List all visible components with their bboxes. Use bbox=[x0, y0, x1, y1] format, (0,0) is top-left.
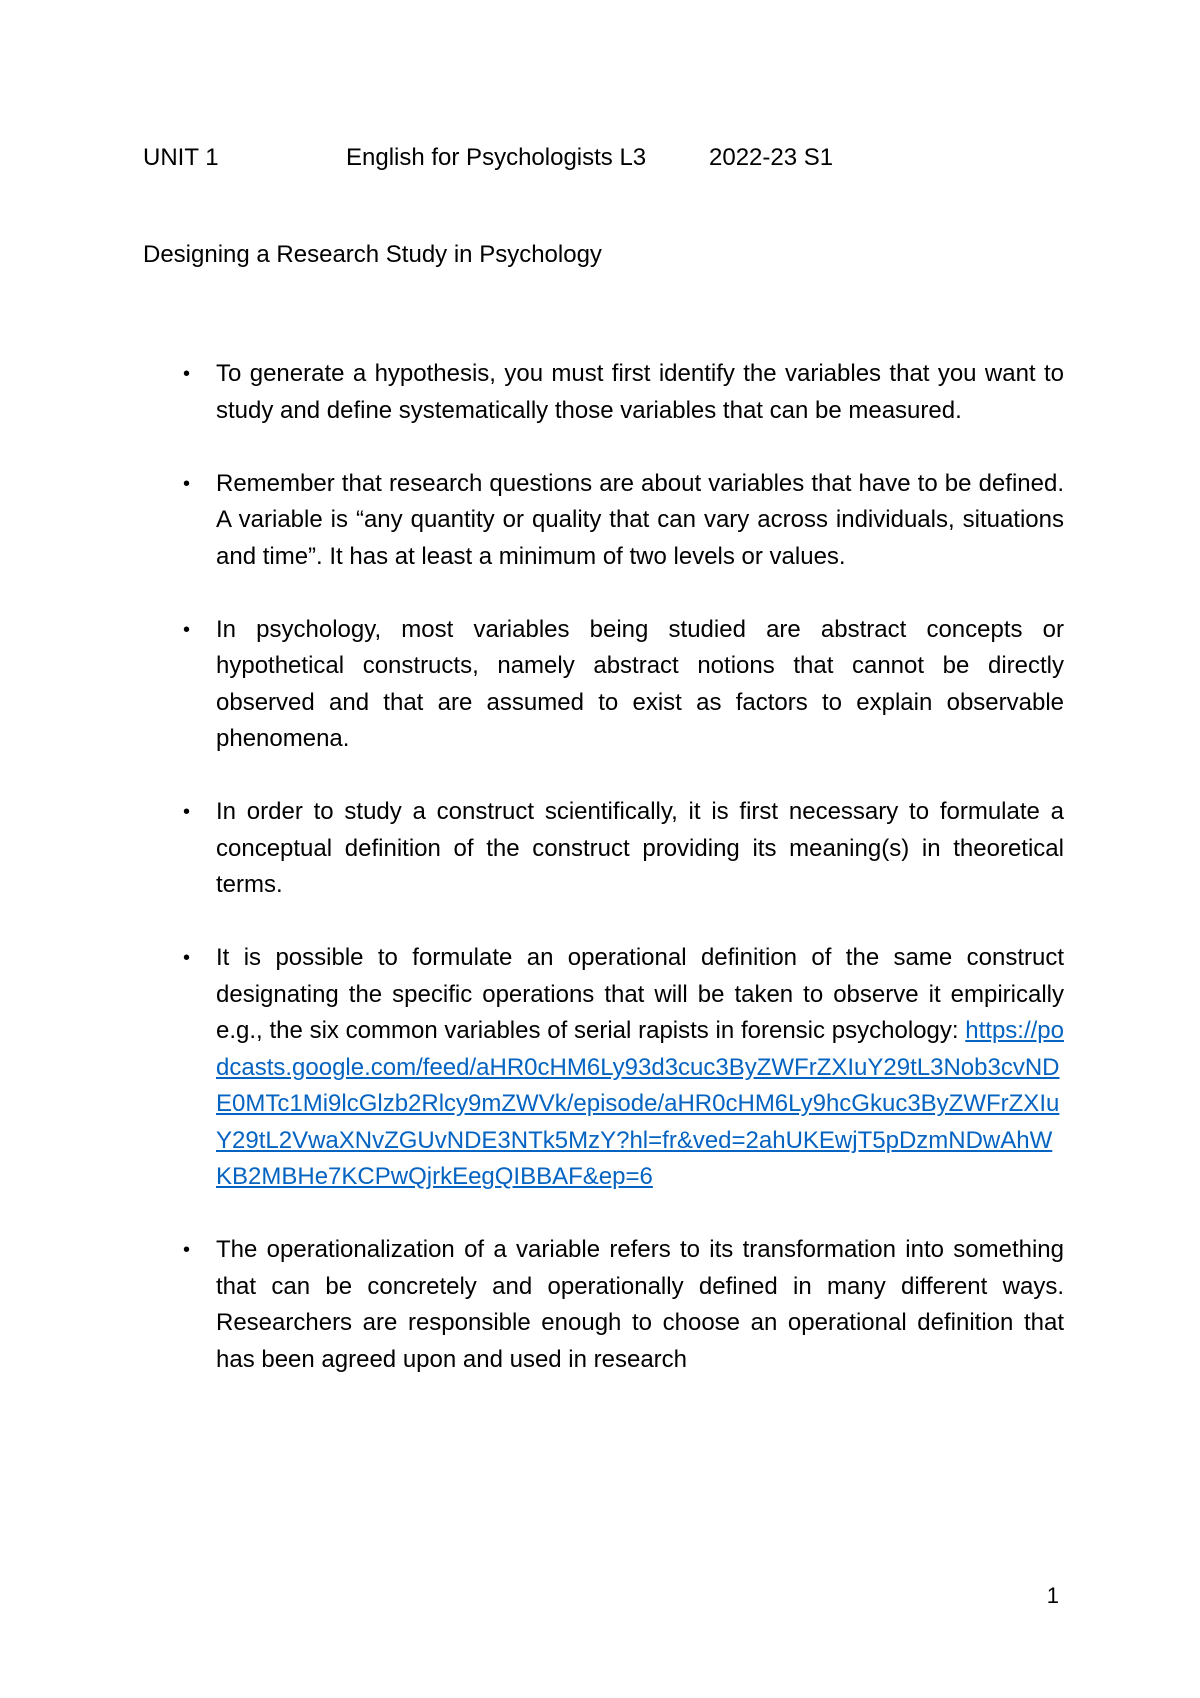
header-term: 2022-23 S1 bbox=[709, 144, 834, 171]
bullet-icon: • bbox=[183, 801, 191, 823]
header-course: English for Psychologists L3 bbox=[346, 144, 647, 171]
bullet-item bbox=[183, 940, 1064, 1196]
bullet-icon: • bbox=[183, 618, 191, 641]
header-unit: UNIT 1 bbox=[143, 144, 219, 171]
page-number: 1 bbox=[1046, 1583, 1059, 1608]
bullet-item bbox=[183, 794, 1064, 904]
bullet-item bbox=[183, 356, 1064, 429]
bullet-text: Remember that research questions are about variables that have to be defined. A variable is “any quantity or quality that can vary across individuals, situations and time”. It has at least a minimum of two levels or values. bbox=[216, 469, 1064, 570]
bullet-text: It is possible to formulate an operational definition of the same construct designating the specific operations that will be taken to observe it empirically e.g., the six common variables of serial rapists in forensic psychology: bbox=[216, 944, 1064, 1044]
podcast-link[interactable]: https://podcasts.google.com/feed/aHR0cHM6Ly93d3cuc3ByZWFrZXIuY29tL3Nob3cvNDE0MTc1Mi9lcGlzb2Rlcy9mZWVk/episode/aHR0cHM6Ly9hcGkuc3ByZWFrZXIuY29tL2VwaXNvZGUvNDE3NTk5MzY?hl=fr&ved=2ahUKEwjT5pDzmNDwAhWKB2MBHe7KCPwQjrkEegQIBBAF&ep=6 bbox=[216, 1017, 1064, 1190]
bullet-icon: • bbox=[183, 947, 191, 969]
bullet-icon: • bbox=[183, 1239, 191, 1261]
bullet-list bbox=[183, 356, 1064, 1415]
document-title: Designing a Research Study in Psychology bbox=[143, 241, 602, 268]
bullet-icon: • bbox=[183, 472, 191, 495]
bullet-item bbox=[183, 612, 1064, 758]
bullet-text: To generate a hypothesis, you must first identify the variables that you want to study and define systematically those variables that can be measured. bbox=[216, 360, 1064, 424]
bullet-text: In psychology, most variables being studied are abstract concepts or hypothetical constructs, namely abstract notions that cannot be directly observed and that are assumed to exist as factors to explain observable phenomena. bbox=[216, 615, 1064, 752]
bullet-icon: • bbox=[183, 363, 191, 385]
bullet-text: The operationalization of a variable refers to its transformation into something that can be concretely and operationally defined in many different ways. Researchers are responsible enough to choose an operational definition that has been agreed upon and used in research bbox=[216, 1236, 1064, 1373]
bullet-item bbox=[183, 1232, 1064, 1378]
bullet-text: In order to study a construct scientifically, it is first necessary to formulate a conceptual definition of the construct providing its meaning(s) in theoretical terms. bbox=[216, 798, 1064, 898]
bullet-item bbox=[183, 466, 1064, 576]
